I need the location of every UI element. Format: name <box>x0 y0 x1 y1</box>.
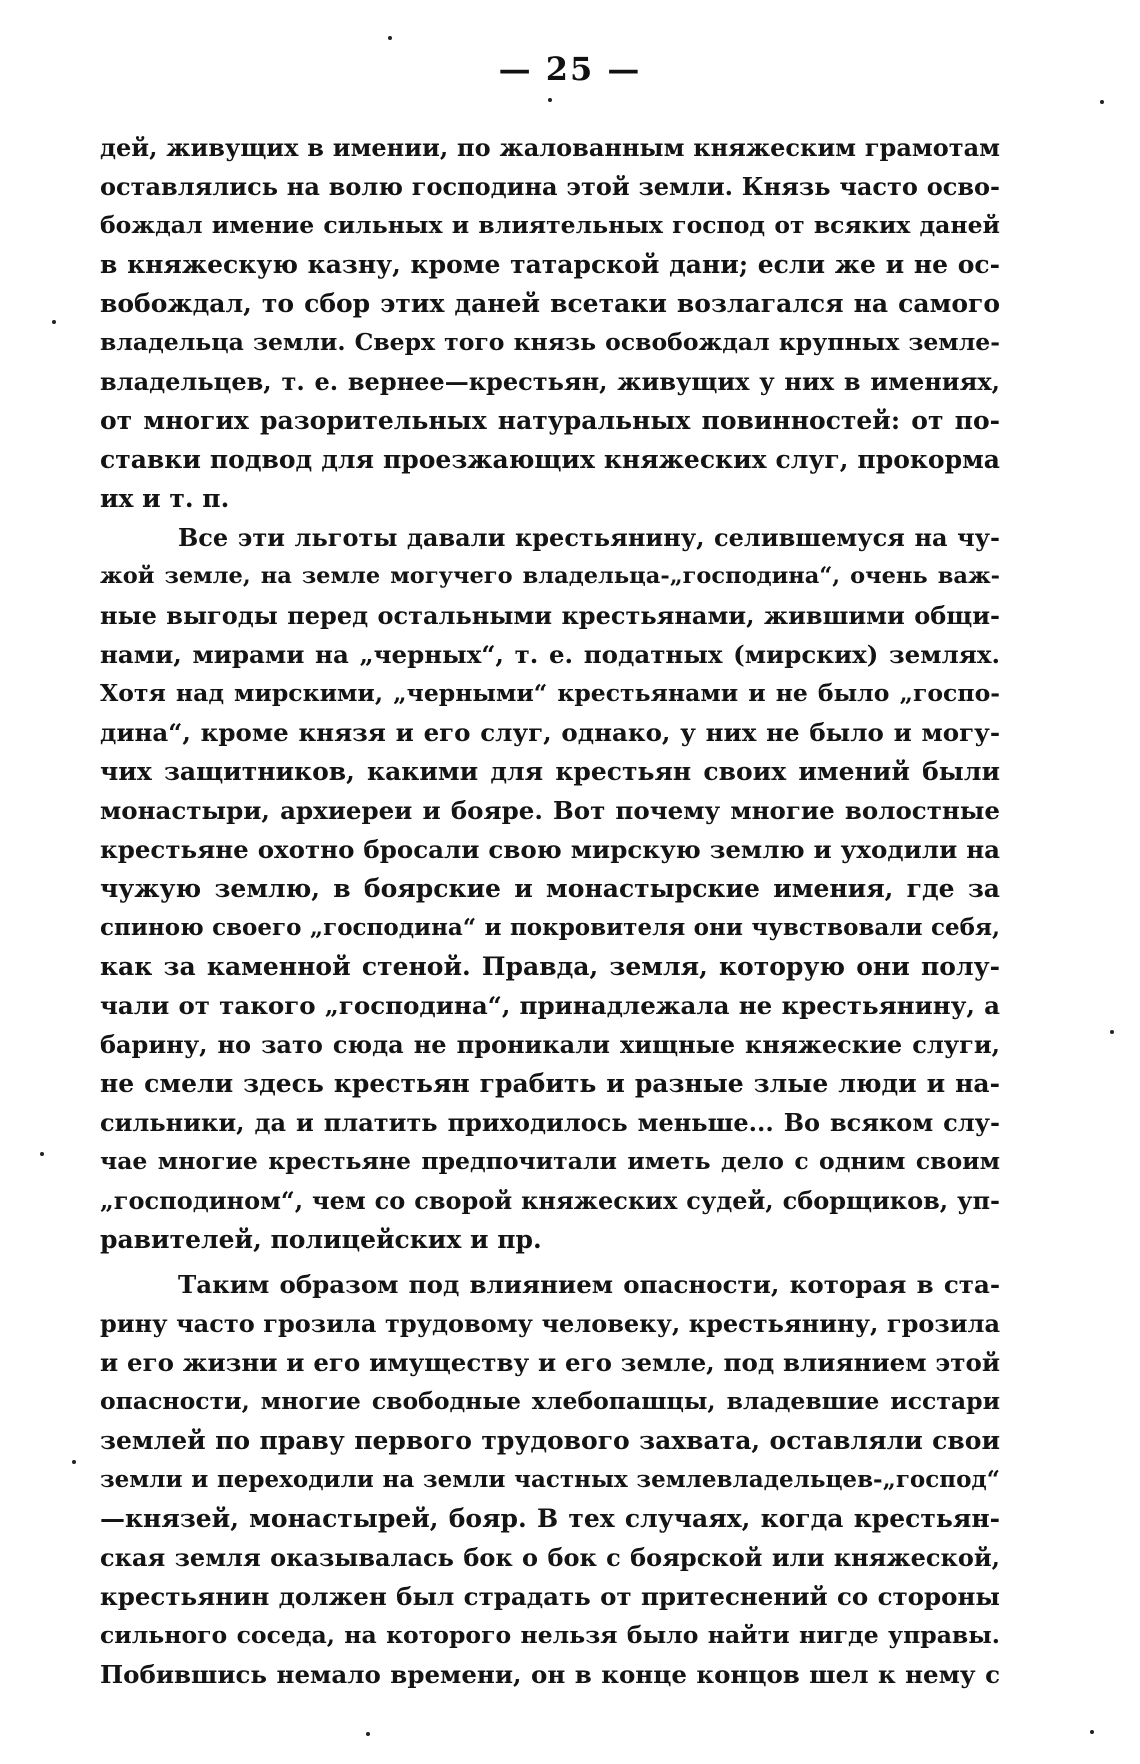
paragraph-2 <box>100 518 1000 1259</box>
text-line: владельца земли. Сверх того князь освобождал крупных земле- <box>100 328 1000 356</box>
text-line: барину, но зато сюда не проникали хищные княжеские слуги, <box>100 1030 1000 1059</box>
text-line: чужую землю, в боярские и монастырские имения, где за <box>100 874 1000 903</box>
text-line: Побившись немало времени, он в конце концов шел к нему с <box>100 1660 1000 1689</box>
text-line: ные выгоды перед остальными крестьянами, жившими общи- <box>100 601 1000 630</box>
text-line: в княжескую казну, кроме татарской дани; если же и не ос- <box>100 250 1000 279</box>
text-line: крестьянин должен был страдать от притеснений со стороны <box>100 1582 1000 1611</box>
text-line: бождал имение сильных и влиятельных господ от всяких даней <box>100 211 1000 239</box>
text-line: не смели здесь крестьян грабить и разные злые люди и на- <box>100 1069 1000 1098</box>
text-line: чих защитников, какими для крестьян своих имений были <box>100 757 1000 786</box>
text-line: дей, живущих в имении, по жалованным княжеским грамотам <box>100 133 1000 162</box>
page-number: — 25 — <box>498 50 642 88</box>
text-line: чае многие крестьяне предпочитали иметь дело с одним своим <box>100 1147 1000 1175</box>
scan-speck <box>388 36 392 40</box>
text-line: владельцев, т. е. вернее—крестьян, живущих у них в имениях, <box>100 367 1000 396</box>
text-line: земли и переходили на земли частных землевладельцев-„господ“ <box>100 1466 1000 1493</box>
scan-speck <box>1100 100 1104 104</box>
scan-speck <box>52 320 56 324</box>
text-line: вобождал, то сбор этих даней всетаки возлагался на самого <box>100 289 1000 318</box>
text-line: равителей, полицейских и пр. <box>100 1225 542 1254</box>
scan-speck <box>548 98 552 102</box>
text-line: рину часто грозила трудовому человеку, крестьянину, грозила <box>100 1309 1000 1338</box>
text-line: от многих разорительных натуральных повинностей: от по- <box>100 406 1000 435</box>
scan-speck <box>1090 1730 1094 1734</box>
paragraph-1 <box>100 128 1000 518</box>
text-line: сильного соседа, на которого нельзя было найти нигде управы. <box>100 1621 1000 1649</box>
text-line: жой земле, на земле могучего владельца-„господина“, очень важ- <box>100 563 1000 589</box>
scan-speck <box>366 1732 370 1736</box>
text-line: их и т. п. <box>100 484 230 513</box>
text-line: Таким образом под влиянием опасности, которая в ста- <box>178 1270 1000 1299</box>
body-text <box>100 128 1000 1694</box>
scan-speck <box>1110 1030 1114 1034</box>
text-line: нами, мирами на „черных“, т. е. податных (мирских) землях. <box>100 640 1000 669</box>
text-line: как за каменной стеной. Правда, земля, которую они полу- <box>100 952 1000 981</box>
text-line: опасности, многие свободные хлебопашцы, владевшие исстари <box>100 1387 1000 1415</box>
text-line: монастыри, архиереи и бояре. Вот почему многие волостные <box>100 796 1000 825</box>
text-line: дина“, кроме князя и его слуг, однако, у них не было и могу- <box>100 718 1000 747</box>
text-line: —князей, монастырей, бояр. В тех случаях, когда крестьян- <box>100 1504 1000 1533</box>
text-line: оставлялись на волю господина этой земли. Князь часто осво- <box>100 172 1000 201</box>
text-line: и его жизни и его имуществу и его земле, под влиянием этой <box>100 1348 1000 1377</box>
scan-speck <box>40 1152 44 1156</box>
text-line: крестьяне охотно бросали свою мирскую землю и уходили на <box>100 835 1000 864</box>
text-line: спиною своего „господина“ и покровителя они чувствовали себя, <box>100 914 1000 941</box>
text-line: чали от такого „господина“, принадлежала не крестьянину, а <box>100 991 1000 1020</box>
text-line: Хотя над мирскими, „черными“ крестьянами и не было „госпо- <box>100 679 1000 707</box>
text-line: Все эти льготы давали крестьянину, селившемуся на чу- <box>178 523 1000 552</box>
text-line: „господином“, чем со сворой княжеских судей, сборщиков, уп- <box>100 1186 1000 1215</box>
scan-speck <box>72 1460 76 1464</box>
text-line: ская земля оказывалась бок о бок с боярской или княжеской, <box>100 1543 1000 1572</box>
text-line: землей по праву первого трудового захвата, оставляли свои <box>100 1426 1000 1455</box>
text-line: сильники, да и платить приходилось меньше... Во всяком слу- <box>100 1108 1000 1137</box>
text-line: ставки подвод для проезжающих княжеских слуг, прокорма <box>100 445 1000 474</box>
paragraph-3 <box>100 1265 1000 1694</box>
